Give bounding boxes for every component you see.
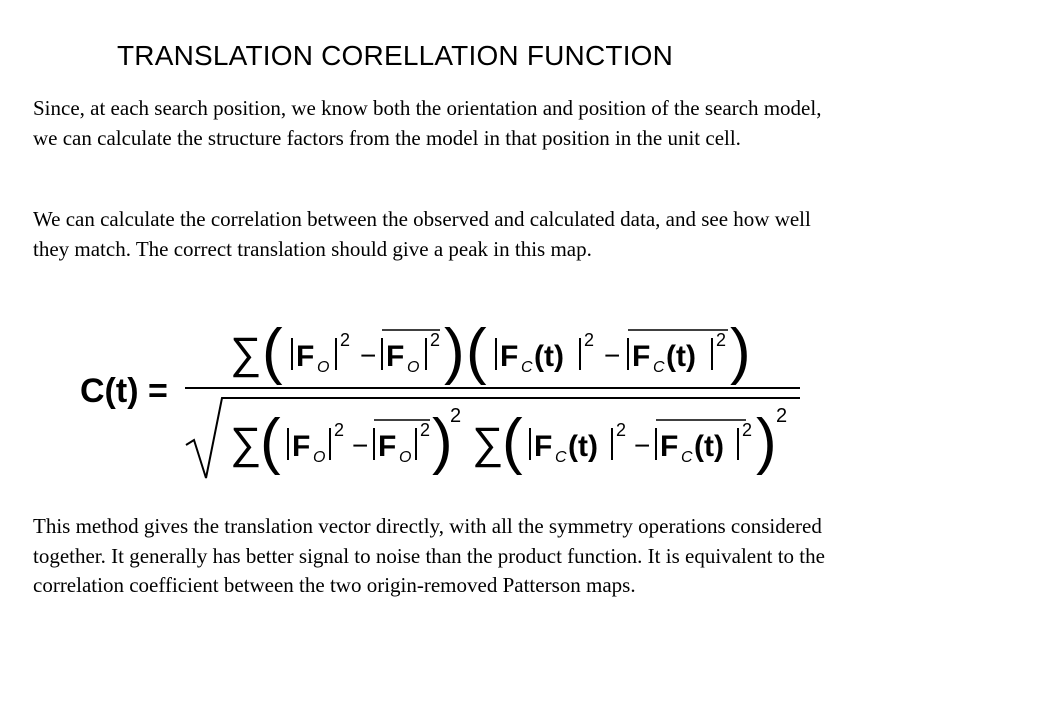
slide-title: TRANSLATION CORELLATION FUNCTION <box>117 40 674 71</box>
f-calc: F <box>500 340 519 373</box>
svg-text:2: 2 <box>742 420 753 440</box>
svg-text:(t): (t) <box>534 340 564 373</box>
svg-text:(: ( <box>262 317 283 386</box>
svg-text:O: O <box>313 449 326 466</box>
paragraph-search-position: Since, at each search position, we know both the orientation and position of the search model, we can calculate the structure factors from the model in that position in the unit cell. <box>33 96 822 150</box>
svg-text:O: O <box>407 359 420 376</box>
correlation-formula <box>80 310 810 485</box>
svg-text:): ) <box>444 317 465 386</box>
svg-text:(: ( <box>502 407 523 476</box>
svg-text:2: 2 <box>716 330 727 350</box>
svg-text:∑: ∑ <box>472 419 504 468</box>
paragraph-correlation: We can calculate the correlation between the observed and calculated data, and see how well they match. The correct translation should give a peak in this map. <box>33 207 811 261</box>
svg-text:2: 2 <box>450 405 462 427</box>
svg-text:F: F <box>292 430 311 463</box>
svg-text:2: 2 <box>430 330 441 350</box>
paragraph-method: This method gives the translation vector directly, with all the symmetry operations considered together. It generally has better signal to noise than the product function. It is equivalent to the correlation coefficient between the two origin-removed Patterson maps. <box>33 514 825 597</box>
svg-text:O: O <box>399 449 412 466</box>
svg-text:(t): (t) <box>694 430 724 463</box>
svg-text:C: C <box>555 449 567 466</box>
svg-text:2: 2 <box>584 330 595 350</box>
svg-text:F: F <box>378 430 397 463</box>
svg-text:2: 2 <box>420 420 431 440</box>
svg-text:2: 2 <box>334 420 345 440</box>
sum-symbol: ∑ <box>230 329 262 378</box>
svg-text:F: F <box>632 340 651 373</box>
svg-text:F: F <box>660 430 679 463</box>
formula-numerator <box>230 317 751 386</box>
svg-text:F: F <box>386 340 405 373</box>
svg-text:(t): (t) <box>666 340 696 373</box>
svg-text:−: − <box>604 340 621 371</box>
formula-lhs: C(t) = <box>80 372 168 410</box>
svg-text:): ) <box>432 407 453 476</box>
svg-text:): ) <box>756 407 777 476</box>
correlation-formula-svg <box>80 310 810 485</box>
f-obs: F <box>296 340 315 373</box>
svg-text:2: 2 <box>340 330 351 350</box>
svg-text:∑: ∑ <box>230 419 262 468</box>
svg-text:C: C <box>521 359 533 376</box>
formula-denominator <box>186 398 800 478</box>
svg-text:−: − <box>360 340 377 371</box>
svg-text:F: F <box>534 430 553 463</box>
svg-text:O: O <box>317 359 330 376</box>
svg-text:(t): (t) <box>568 430 598 463</box>
svg-text:): ) <box>730 317 751 386</box>
svg-text:(: ( <box>466 317 487 386</box>
svg-text:−: − <box>352 430 369 461</box>
svg-text:C: C <box>653 359 665 376</box>
svg-text:2: 2 <box>616 420 627 440</box>
svg-text:(: ( <box>260 407 281 476</box>
svg-text:C: C <box>681 449 693 466</box>
svg-text:2: 2 <box>776 405 788 427</box>
svg-text:−: − <box>634 430 651 461</box>
